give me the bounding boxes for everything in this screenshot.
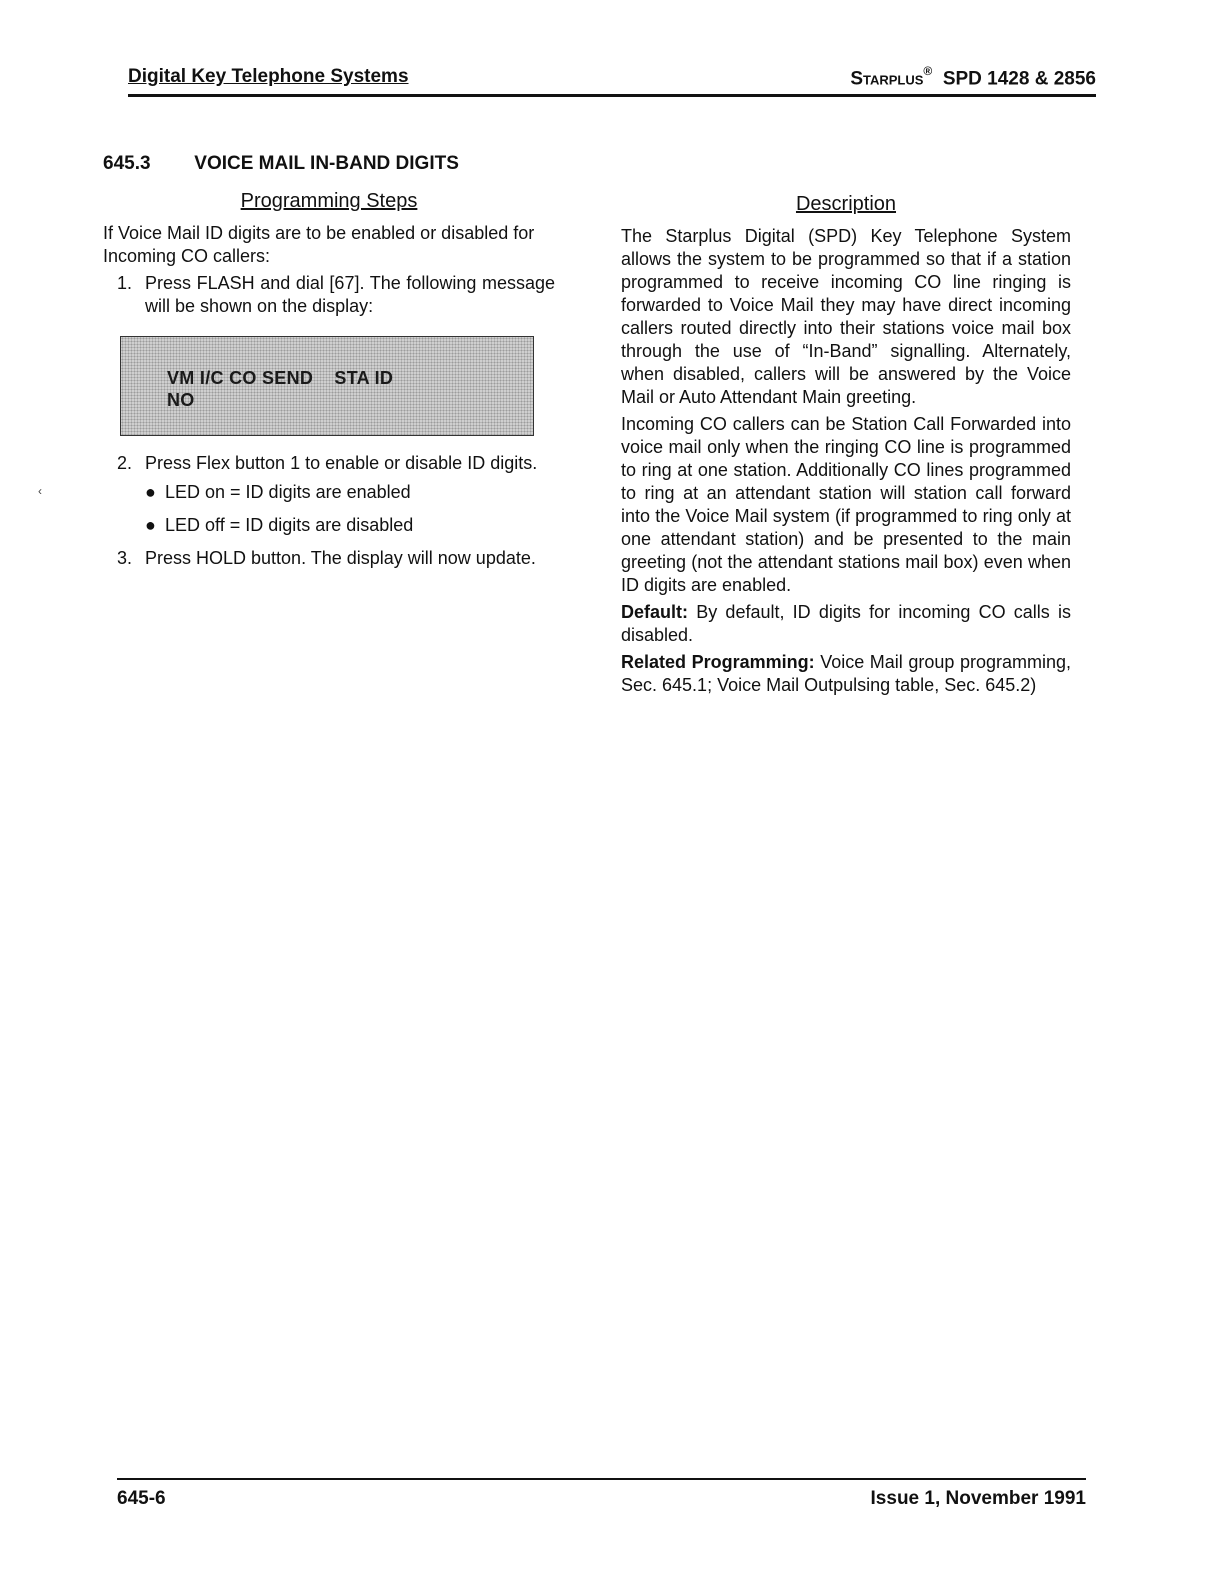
section-number: 645.3 [103,153,151,174]
footer-rule [117,1478,1086,1482]
issue-date: Issue 1, November 1991 [870,1488,1086,1509]
header-product [850,66,1096,90]
step-number: 2. [117,453,133,473]
default-label: Default: [621,602,688,622]
bullet-led-off [103,514,555,537]
programming-steps-column [103,190,555,574]
registered-mark: ® [923,64,933,78]
description-paragraph-2: Incoming CO callers can be Station Call Forwarded into voice mail only when the ringing CO line is programmed to ring at one station. Additionally CO lines programmed to ring at an attendant station will station call forward into the Voice Mail system (if programmed to ring only at one attendant station) and be presented to the main greeting (not the attendant stations mail box) even when ID digits are enabled. [621,414,1071,595]
intro-text: If Voice Mail ID digits are to be enabled or disabled for Incoming CO callers: [103,223,535,266]
step-1 [103,272,555,318]
related-programming-note [621,651,1071,697]
header-title: Digital Key Telephone Systems [128,66,409,87]
default-text: By default, ID digits for incoming CO calls is disabled. [621,602,1071,645]
step-3 [103,547,555,570]
default-note [621,601,1071,647]
bullet-text: LED on = ID digits are enabled [165,482,411,502]
bullet-led-on [103,481,555,504]
programming-steps-title: Programming Steps [240,190,418,212]
margin-mark-icon: ‹ [38,484,42,498]
related-label: Related Programming: [621,652,815,672]
page-header [128,64,1096,97]
header-brand: Starplus [850,68,924,90]
step-text: Press HOLD button. The display will now update. [145,548,536,568]
step-2 [103,452,555,475]
section-heading [103,153,459,175]
step-number: 1. [117,273,133,293]
bullet-text: LED off = ID digits are disabled [165,515,414,535]
lcd-line-2: NO [167,390,195,410]
description-column [621,193,1071,701]
bullet-icon: ● [145,482,156,502]
header-model: SPD 1428 & 2856 [942,68,1096,90]
section-title: VOICE MAIL IN-BAND DIGITS [194,153,459,174]
description-paragraph-1: The Starplus Digital (SPD) Key Telephone System allows the system to be programmed so that if a station programmed to receive incoming CO line ringing is forwarded to Voice Mail they may have direct incoming callers routed directly into their stations voice mail box through the use of “In-Band” signalling. Alternately, when disabled, callers will be answered by the Voice Mail or Auto Attendant Main greeting. [621,226,1071,407]
bullet-icon: ● [145,515,156,535]
lcd-display [120,336,534,436]
step-text: Press FLASH and dial [67]. The following message will be shown on the display: [145,273,555,316]
description-title: Description [795,193,897,215]
related-text: Voice Mail group programming, Sec. 645.1; Voice Mail Outpulsing table, Sec. 645.2) [621,652,1071,695]
lcd-line-1: VM I/C CO SEND STA ID [167,368,394,388]
page-number: 645-6 [117,1488,166,1509]
step-text: Press Flex button 1 to enable or disable ID digits. [145,453,538,473]
step-number: 3. [117,548,133,568]
